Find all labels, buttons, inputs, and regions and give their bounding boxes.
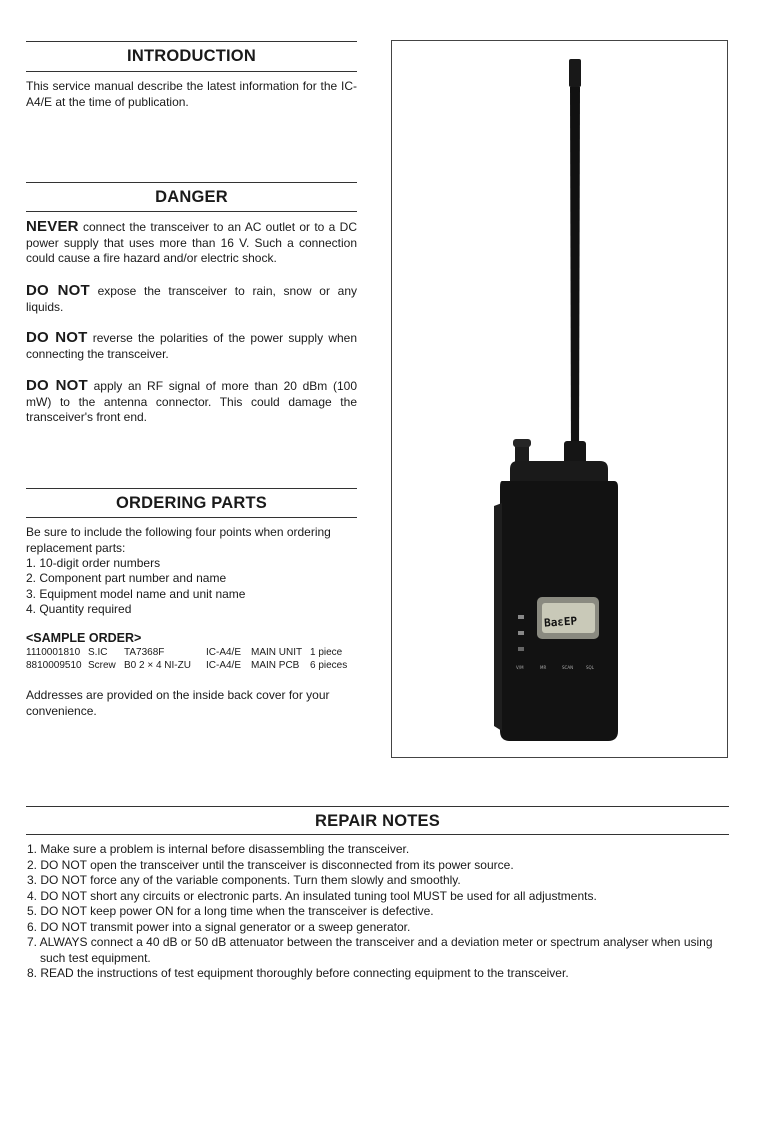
list-item: 8. READ the instructions of test equipment thoroughly before connecting equipment to the transceiver. — [27, 966, 569, 980]
danger-text: reverse the polarities of the power supply when connecting the transceiver. — [26, 331, 358, 361]
list-item: 4. Quantity required — [26, 601, 132, 616]
list-item: 2. Component part number and name — [26, 571, 227, 586]
danger-keyword: DO NOT — [26, 282, 90, 299]
list-item: 6. DO NOT transmit power into a signal generator or a sweep generator. — [27, 919, 411, 934]
transceiver-image — [392, 41, 727, 757]
danger-text: apply an RF signal of more than 20 dBm (100 mW) to the antenna connector. This could damage the transceiver's front end. — [26, 379, 358, 424]
repair-notes-list — [27, 842, 727, 982]
intro-heading: INTRODUCTION — [127, 47, 256, 65]
key-label: SCAN — [562, 665, 574, 670]
sample-qty: 1 piece — [310, 647, 343, 658]
danger-item — [26, 219, 357, 267]
danger-text: connect the transceiver to an AC outlet or to a DC power supply that uses more than 16 V. Such a connection could cause a fire hazard and/or electric shock. — [26, 220, 357, 265]
sample-type: Screw — [88, 660, 116, 671]
danger-keyword: DO NOT — [26, 377, 88, 394]
list-item: 2. DO NOT open the transceiver until the transceiver is disconnected from its power source. — [27, 857, 514, 872]
ordering-top-rule — [26, 488, 357, 489]
ordering-bottom-rule — [26, 517, 357, 518]
danger-heading: DANGER — [155, 188, 228, 206]
lcd-display-text: BaɛEP — [543, 614, 578, 630]
list-item: 4. DO NOT short any circuits or electronic parts. An insulated tuning tool MUST be used for all adjustments. — [27, 888, 597, 903]
intro-bottom-rule — [26, 71, 357, 72]
repair-heading: REPAIR NOTES — [315, 812, 440, 830]
sample-row — [26, 647, 357, 660]
danger-item — [26, 378, 357, 426]
sample-order-number: 8810009510 — [26, 660, 82, 671]
sample-order-number: 1110001810 — [26, 647, 81, 658]
ordering-intro: Be sure to include the following four points when ordering replacement parts: — [26, 525, 331, 555]
sample-order-title: <SAMPLE ORDER> — [26, 631, 142, 645]
sample-part: TA7368F — [124, 647, 165, 658]
intro-top-rule — [26, 41, 357, 42]
list-item: 1. Make sure a problem is internal before disassembling the transceiver. — [27, 842, 410, 856]
list-item: 1. 10-digit order numbers — [26, 556, 161, 570]
sample-type: S.IC — [88, 647, 108, 658]
sample-unit: MAIN UNIT — [251, 647, 303, 658]
transceiver-photo — [391, 40, 728, 758]
intro-text: This service manual describe the latest information for the IC-A4/E at the time of publication. — [26, 79, 357, 109]
key-label: SQL — [586, 665, 594, 670]
list-item: 7. ALWAYS connect a 40 dB or 50 dB attenuator between the transceiver and a deviation meter or spectrum analyser when using such test equipment. — [27, 935, 713, 965]
ordering-footer: Addresses are provided on the inside back cover for your convenience. — [26, 688, 330, 718]
sample-qty: 6 pieces — [310, 660, 348, 671]
danger-text: expose the transceiver to rain, snow or any liquids. — [26, 284, 357, 314]
sample-model: IC-A4/E — [206, 647, 242, 658]
danger-bottom-rule — [26, 211, 357, 212]
danger-top-rule — [26, 182, 357, 183]
list-item: 3. DO NOT force any of the variable components. Turn them slowly and smoothly. — [27, 873, 461, 887]
sample-row — [26, 660, 357, 673]
danger-keyword: NEVER — [26, 218, 79, 235]
list-item: 5. DO NOT keep power ON for a long time when the transceiver is defective. — [27, 904, 434, 918]
danger-item — [26, 283, 357, 315]
key-label: MR — [540, 665, 547, 670]
sample-part: B0 2 × 4 NI-ZU — [124, 660, 191, 671]
sample-model: IC-A4/E — [206, 660, 242, 671]
danger-keyword: DO NOT — [26, 329, 88, 346]
ordering-heading: ORDERING PARTS — [115, 494, 267, 512]
danger-item — [26, 330, 357, 362]
sample-unit: MAIN PCB — [251, 660, 300, 671]
ordering-points — [26, 556, 357, 617]
key-label: V/M — [516, 665, 524, 670]
repair-bottom-rule — [26, 834, 729, 835]
list-item: 3. Equipment model name and unit name — [26, 586, 246, 601]
repair-top-rule — [26, 806, 729, 807]
